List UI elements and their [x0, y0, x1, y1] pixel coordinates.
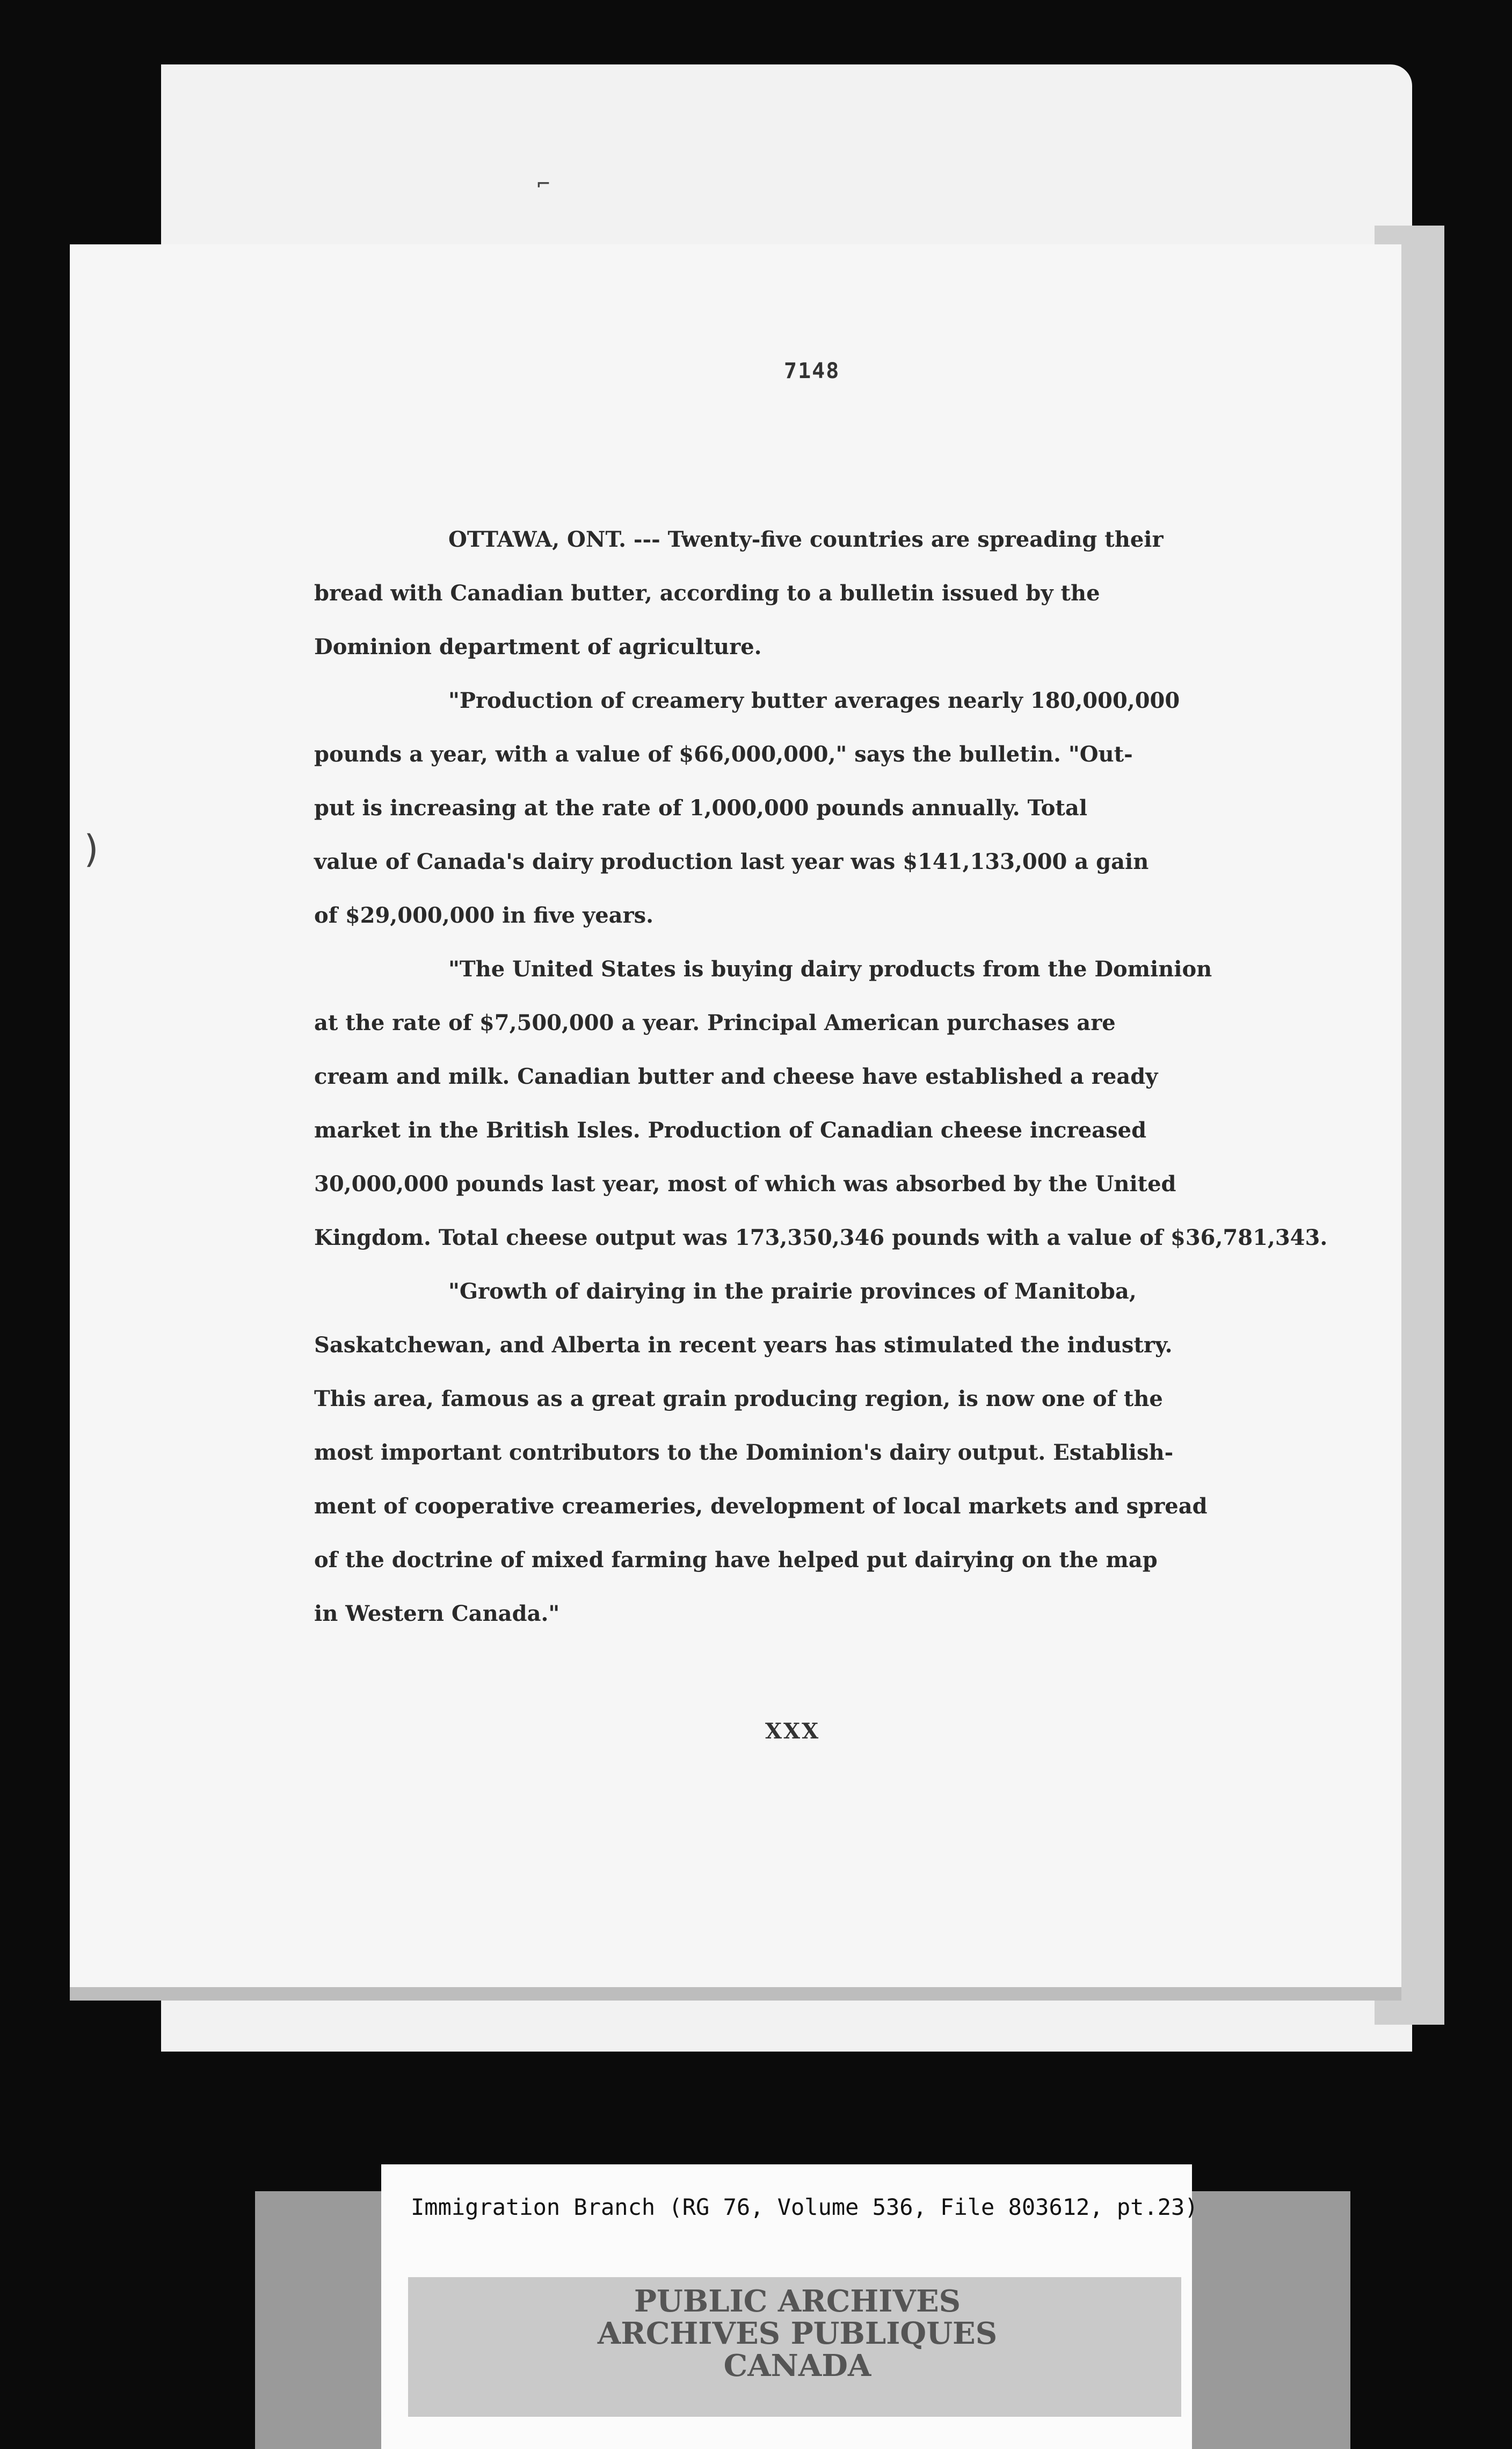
stamp-line: PUBLIC ARCHIVES	[634, 2284, 961, 2319]
text-line: cream and milk. Canadian butter and cheese have established a ready	[314, 1064, 1158, 1089]
text-line: ment of cooperative creameries, development of local markets and spread	[314, 1494, 1208, 1519]
text-line: market in the British Isles. Production of Canadian cheese increased	[314, 1118, 1147, 1143]
text-line: at the rate of $7,500,000 a year. Principal American purchases are	[314, 1010, 1116, 1035]
text-line: OTTAWA, ONT. --- Twenty-five countries are spreading their	[448, 527, 1164, 552]
page-bottom-edge	[70, 1987, 1401, 2001]
stamp-line: CANADA	[723, 2348, 871, 2383]
paragraph	[314, 943, 1328, 1265]
text-line: "Production of creamery butter averages nearly 180,000,000	[448, 688, 1180, 713]
archives-stamp	[569, 2285, 1026, 2382]
page-number: 7148	[784, 359, 840, 383]
text-line: 30,000,000 pounds last year, most of which was absorbed by the United	[314, 1171, 1176, 1197]
archive-caption: Immigration Branch (RG 76, Volume 536, File 803612, pt.23)	[411, 2194, 1198, 2220]
text-line: "Growth of dairying in the prairie provinces of Manitoba,	[448, 1279, 1137, 1304]
text-line: This area, famous as a great grain producing region, is now one of the	[314, 1386, 1163, 1411]
text-line: Dominion department of agriculture.	[314, 634, 762, 660]
text-line: of $29,000,000 in five years.	[314, 903, 654, 928]
text-line: in Western Canada."	[314, 1601, 560, 1626]
text-line: put is increasing at the rate of 1,000,000 pounds annually. Total	[314, 795, 1088, 821]
end-mark: XXX	[765, 1719, 820, 1744]
pen-mark: ⌐	[537, 172, 550, 197]
text-line: most important contributors to the Dominion's dairy output. Establish-	[314, 1440, 1174, 1465]
paragraph	[314, 1265, 1313, 1641]
bracket-mark: )	[81, 827, 104, 871]
text-line: of the doctrine of mixed farming have helped put dairying on the map	[314, 1547, 1158, 1573]
paragraph	[314, 513, 1313, 674]
text-line: bread with Canadian butter, according to a bulletin issued by the	[314, 581, 1100, 606]
text-line: pounds a year, with a value of $66,000,000," says the bulletin. "Out-	[314, 742, 1133, 767]
paragraph	[314, 674, 1313, 943]
text-line: "The United States is buying dairy products from the Dominion	[448, 957, 1212, 982]
stamp-line: ARCHIVES PUBLIQUES	[597, 2316, 998, 2351]
text-line: Kingdom. Total cheese output was 173,350,346 pounds with a value of $36,781,343.	[314, 1225, 1328, 1250]
text-line: Saskatchewan, and Alberta in recent years has stimulated the industry.	[314, 1332, 1173, 1358]
text-line: value of Canada's dairy production last year was $141,133,000 a gain	[314, 849, 1149, 874]
document-body	[314, 513, 1328, 1641]
